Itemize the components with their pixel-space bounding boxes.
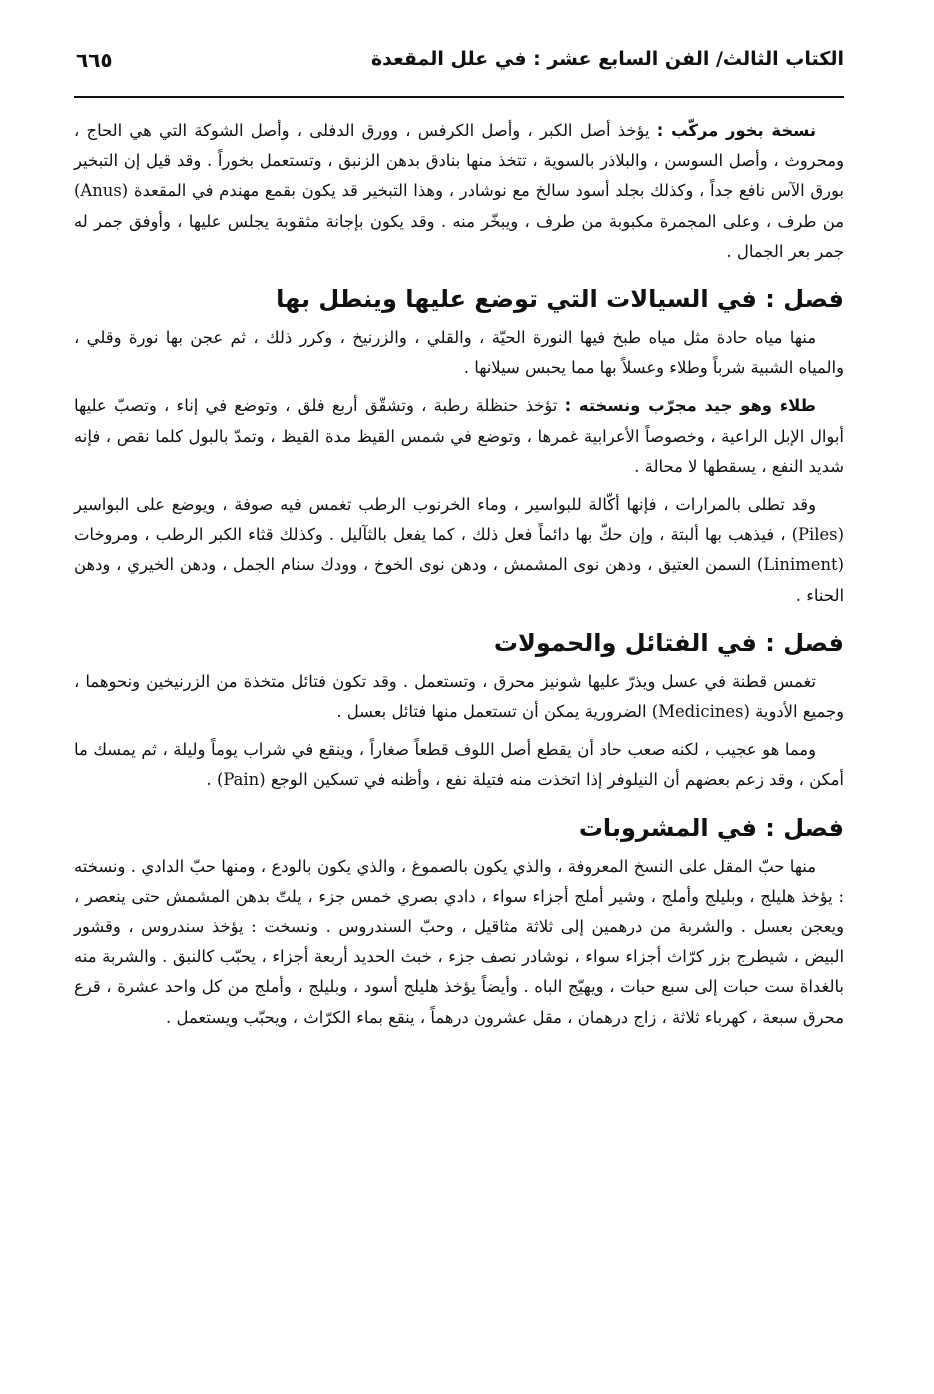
- paragraph-tested-paste: [74, 391, 844, 482]
- paragraph-text: تؤخذ حنظلة رطبة ، وتشقّق أربع فلق ، وتوضع في إناء ، وتصبّ عليها أبوال الإبل الراعية ، وخصوصاً الأعرابية غمرها ، وتوضع في شمس القيظ مدة القيظ ، وتمدّ بالبول كلما نقص ، فإنه شديد النفع ، يسقطها لا محالة .: [74, 396, 844, 476]
- paragraph-incense-recipe: [74, 116, 844, 267]
- page-number: ٦٦٥: [76, 48, 113, 72]
- running-title: الكتاب الثالث/ الفن السابع عشر : في علل المقعدة: [370, 48, 844, 70]
- running-header: [74, 40, 844, 84]
- paragraph-lead: طلاء وهو جيد مجرّب ونسخته :: [564, 396, 816, 416]
- book-page: [74, 40, 844, 1027]
- paragraph-text: وقد تطلى بالمرارات ، فإنها أكّالة للبواسير ، وماء الخرنوب الرطب تغمس فيه صوفة ، ويوضع على البواسير (Piles) ، فيذهب بها ألبتة ، وإن حكّ بها دائماً فعل ذلك ، كما يفعل بالثآليل . وكذلك قثاء الكبر الرطب ، ومروخات (Liniment) السمن العتيق ، ودهن نوى المشمش ، ودهن نوى الخوخ ، وودك سنام الجمل ، ودهن الخيري ، ودهن الحناء .: [74, 495, 844, 605]
- paragraph-text: منها حبّ المقل على النسخ المعروفة ، والذي يكون بالصموغ ، والذي يكون بالودع ، ومنها حبّ الدادي . ونسخته : يؤخذ هليلج ، وبليلج وأملج ، وشير أملج أجزاء سواء ، دادي بصري خمس جزء ، يلتّ بدهن المشمش حتى ينعصر ، ويعجن بعسل . والشربة من درهمين إلى ثلاثة مثاقيل ، وحبّ السندروس . ونسخت : يؤخذ سندروس ، وقشور البيض ، شيطرج بزر كرّاث أجزاء سواء ، نوشادر نصف جزء ، خبث الحديد أربعة أجزاء ، يحبّب كالنبق . والشربة منه بالغداة ست حبات إلى سبع حبات ، ويهيّج الباه . وأيضاً يؤخذ هليلج أسود ، وبليلج ، وأملج من كل واحد عشرة ، قرع محرق سبعة ، كهرباء ثلاثة ، زاج درهمان ، مقل عشرون درهماً ، ينقع بماء الكرّاث ، ويحبّب ويستعمل .: [74, 856, 844, 1027]
- paragraph-sharp-waters: [74, 323, 844, 383]
- paragraph-text: تغمس قطنة في عسل ويذرّ عليها شونيز محرق ، وتستعمل . وقد تكون فتائل متخذة من الزرنيخين ونحوهما ، وجميع الأدوية (Medicines) الضرورية يمكن أن تستعمل منها فتائل بعسل .: [74, 671, 844, 722]
- section-heading-drinks: فصل : في المشروبات: [578, 813, 844, 842]
- section-heading-suppositories: فصل : في الفتائل والحمولات: [493, 628, 844, 657]
- paragraph-lead: نسخة بخور مركّب :: [656, 121, 816, 140]
- section-heading-liquids: فصل : في السيالات التي توضع عليها وينطل بها: [276, 285, 844, 314]
- header-rule: [74, 96, 844, 98]
- paragraph-pill-recipes: [74, 852, 844, 1033]
- paragraph-cotton-wick: [74, 667, 844, 727]
- paragraph-text: ومما هو عجيب ، لكنه صعب حاد أن يقطع أصل اللوف قطعاً صغاراً ، وينقع في شراب يوماً وليلة ، ثم يمسك ما أمكن ، وقد زعم بعضهم أن النيلوفر إذا اتخذت منه فتيلة نفع ، وأظنه في تسكين الوجع (Pain) .: [74, 740, 844, 790]
- paragraph-luffa-wick: [74, 735, 844, 795]
- paragraph-bile-applications: [74, 490, 844, 611]
- paragraph-text: منها مياه حادة مثل مياه طبخ فيها النورة الحيّة ، والقلي ، والزرنيخ ، وكرر ذلك ، ثم عجن بها نورة وقلي ، والمياه الشبية شرباً وطلاء وعسلاً بها مما يحبس سيلانها .: [74, 328, 844, 378]
- page-body: [74, 116, 844, 1041]
- paragraph-text: يؤخذ أصل الكبر ، وأصل الكرفس ، وورق الدفلى ، وأصل الشوكة التي هي الحاج ، ومحروث ، وأصل السوسن ، والبلاذر بالسوية ، تتخذ منها بنادق بدهن الزنبق ، وتستعمل بخوراً . وقد قيل إن التبخير بورق الآس نافع جداً ، وكذلك بجلد أسود سالخ مع نوشادر ، وهذا التبخير قد يكون بقمع مهندم في المقعدة (Anus) من طرف ، وعلى المجمرة مكبوبة من طرف ، ويبخّر منه . وقد يكون بإجانة مثقوبة يجلس عليها ، وأوفق جمر له جمر بعر الجمال .: [74, 121, 844, 261]
